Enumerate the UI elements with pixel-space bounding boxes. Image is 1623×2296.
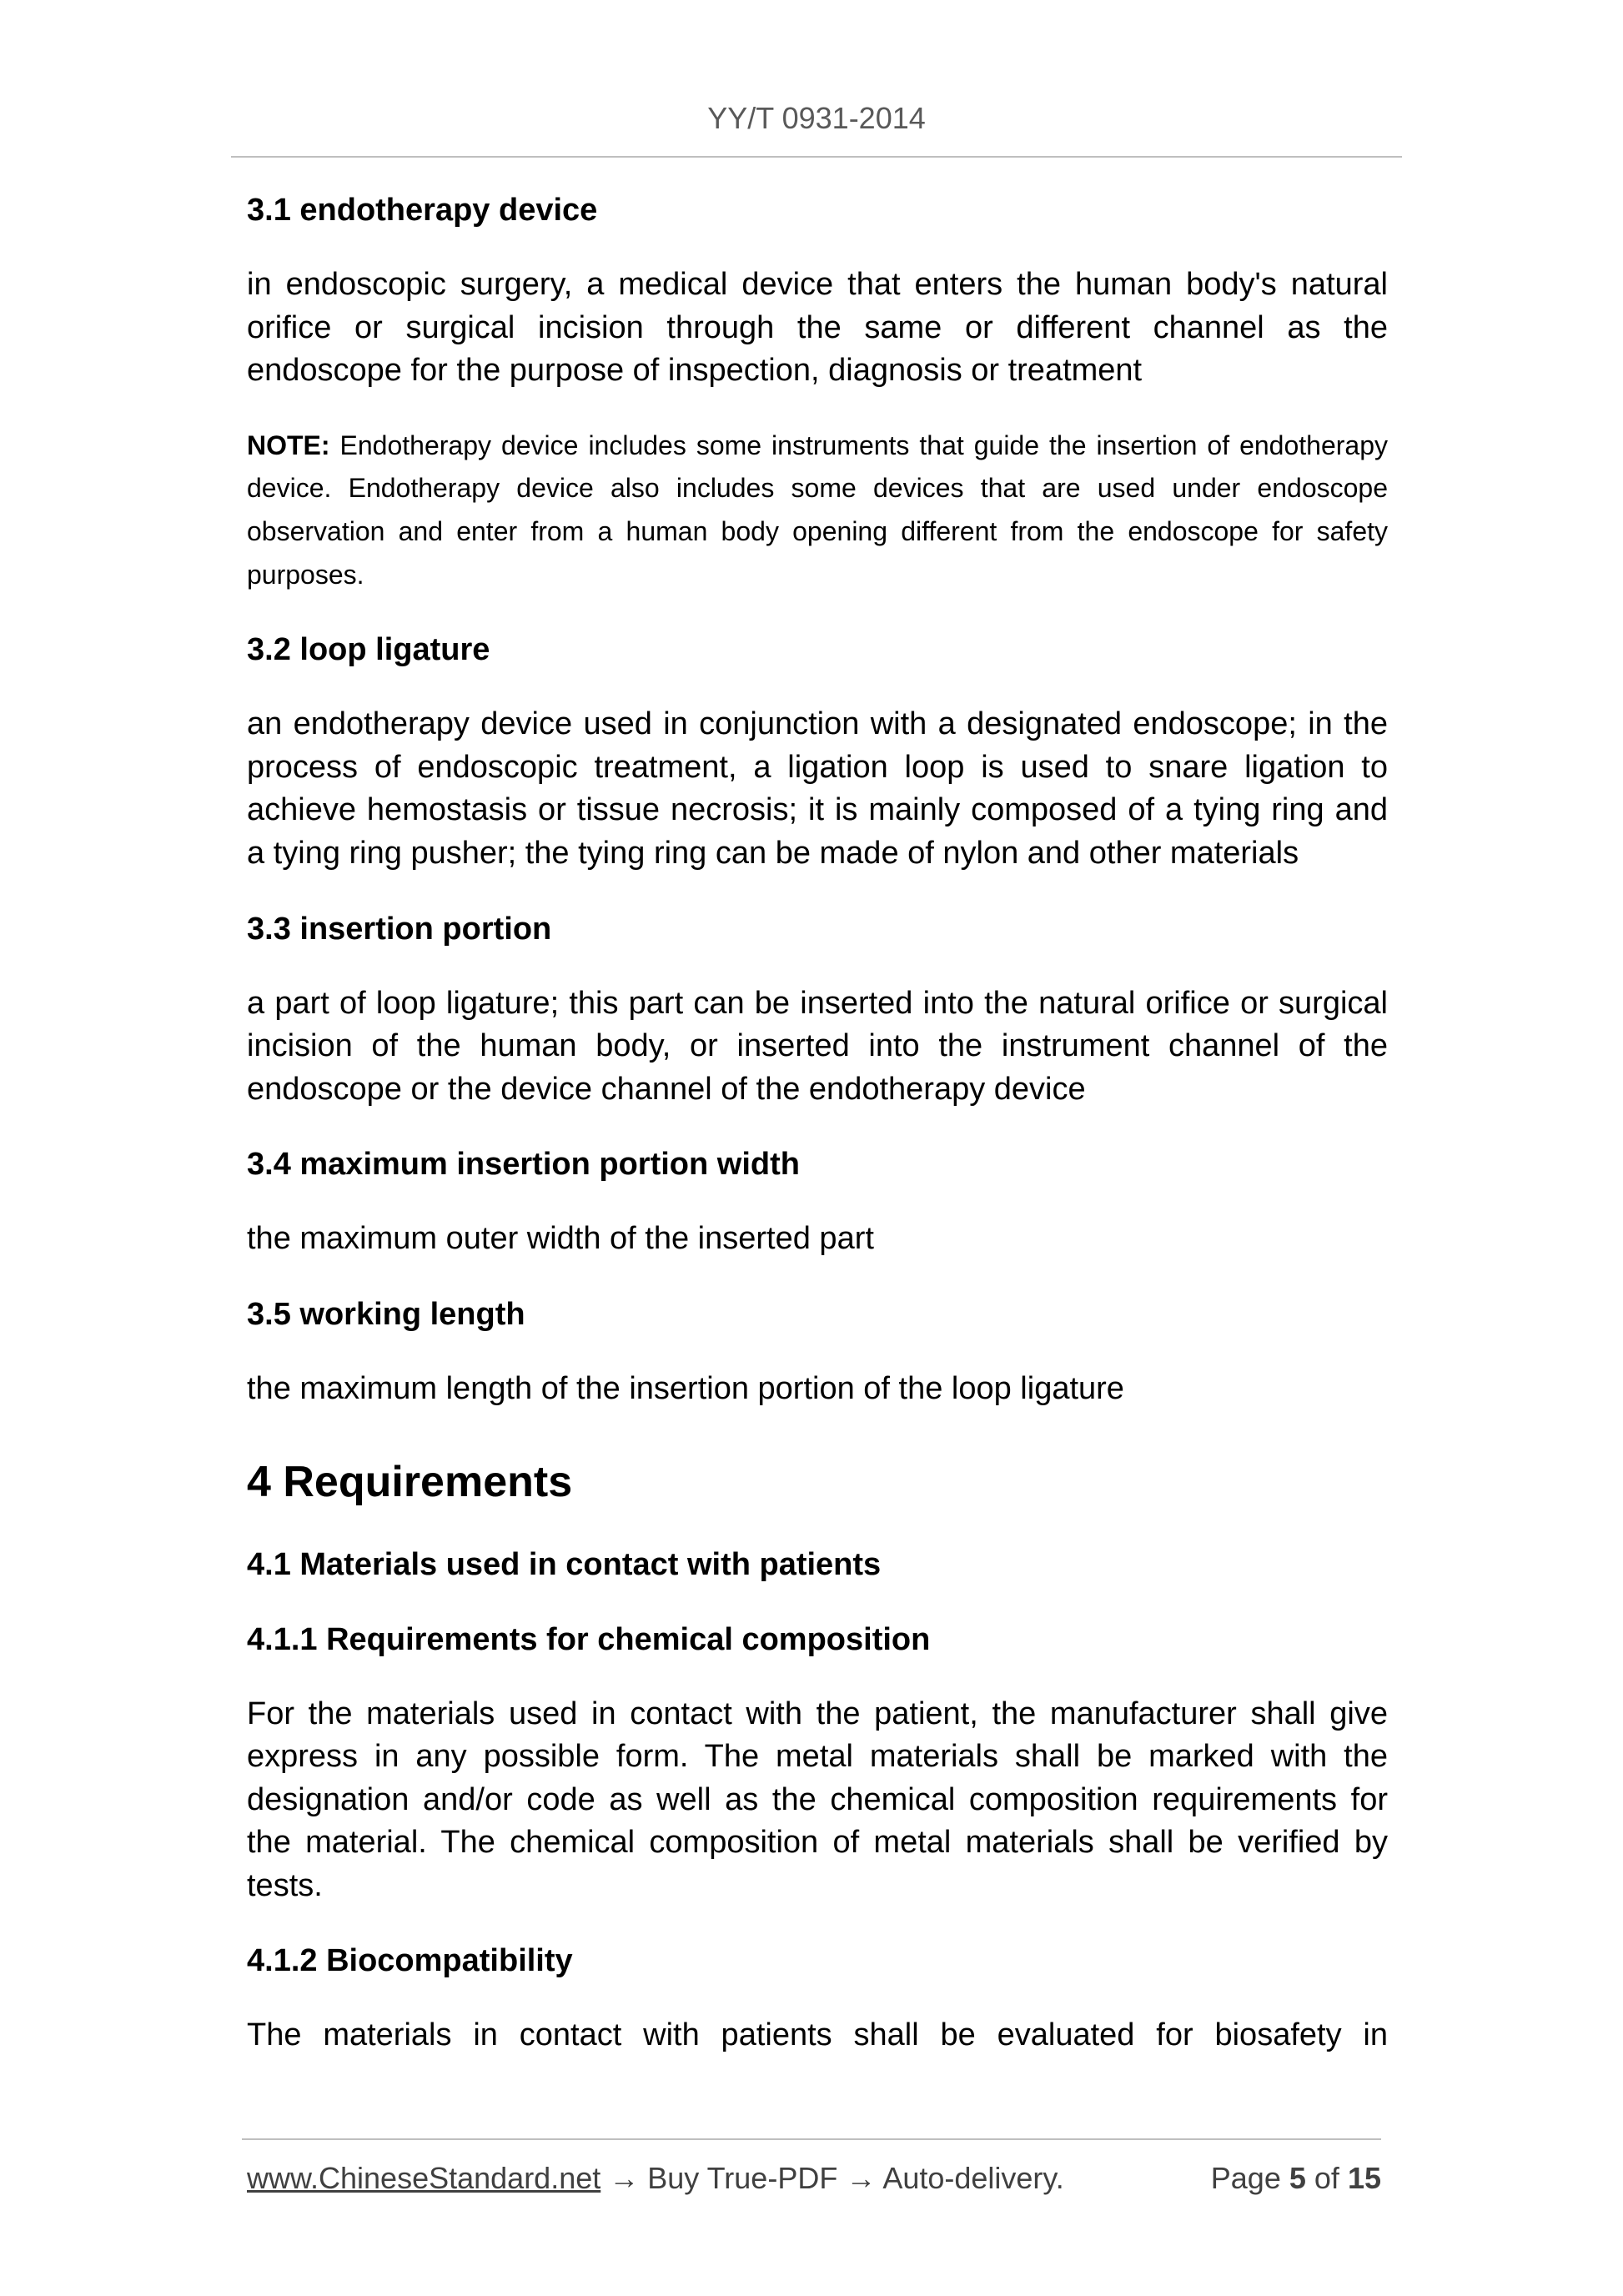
chapter-4-heading: 4 Requirements [247,1457,573,1506]
header-divider [231,156,1402,158]
section-3-3-definition: a part of loop ligature; this part can be inserted into the natural orifice or surgical incision of the human body, or inserted into the instrument channel of the endoscope or the device channel of the endotherapy device [247,985,1388,1107]
section-3-2-heading: 3.2 loop ligature [247,632,490,668]
section-4-1-heading: 4.1 Materials used in contact with patients [247,1546,882,1582]
document-header [231,98,1402,138]
standard-code: YY/T 0931-2014 [707,101,926,135]
section-3-5-heading: 3.5 working length [247,1296,525,1332]
page-of: of [1314,2161,1339,2195]
document-body [247,188,1388,2089]
section-3-1-definition: in endoscopic surgery, a medical device that enters the human body's natural orifice or surgical incision through the same or different channel as the endoscope for the purpose of inspection, diagnosis or treatment [247,267,1388,389]
section-3-4-heading: 3.4 maximum insertion portion width [247,1147,800,1183]
section-4-1-2-body: The materials in contact with patients shall be evaluated for biosafety in [247,2017,1388,2053]
page-current: 5 [1289,2161,1306,2195]
page-number [1211,2158,1381,2198]
footer-promo-text: → Buy True-PDF → Auto-delivery. [600,2161,1064,2195]
section-3-3-heading: 3.3 insertion portion [247,911,552,947]
website-link[interactable]: www.ChineseStandard.net [247,2161,601,2195]
section-3-5-definition: the maximum length of the insertion portion of the loop ligature [247,1370,1124,1406]
section-4-1-1-heading: 4.1.1 Requirements for chemical composition [247,1621,931,1657]
footer-divider [242,2138,1381,2140]
section-4-1-1-body: For the materials used in contact with the patient, the manufacturer shall give express in any possible form. The metal materials shall be marked with the designation and/or code as well as the chemical composition requirements for the material. The chemical composition of metal materials shall be verified by tests. [247,1696,1388,1903]
section-3-4-definition: the maximum outer width of the inserted part [247,1221,874,1257]
footer-promo [247,2158,1064,2198]
section-3-1-heading: 3.1 endotherapy device [247,193,598,228]
note-label: NOTE: [247,430,330,460]
page-total: 15 [1347,2161,1381,2195]
note-text: Endotherapy device includes some instruments that guide the insertion of endotherapy device. Endotherapy device also includes some devices that are used under endoscope observation and enter from a human body opening different from the endoscope for safety purposes. [247,430,1388,590]
section-3-1-note [247,425,1388,596]
section-3-2-definition: an endotherapy device used in conjunction with a designated endoscope; in the process of endoscopic treatment, a ligation loop is used to snare ligation to achieve hemostasis or tissue necrosis; it is mainly composed of a tying ring and a tying ring pusher; the tying ring can be made of nylon and other materials [247,706,1388,871]
section-4-1-2-heading: 4.1.2 Biocompatibility [247,1943,573,1979]
page-label: Page [1210,2161,1281,2195]
